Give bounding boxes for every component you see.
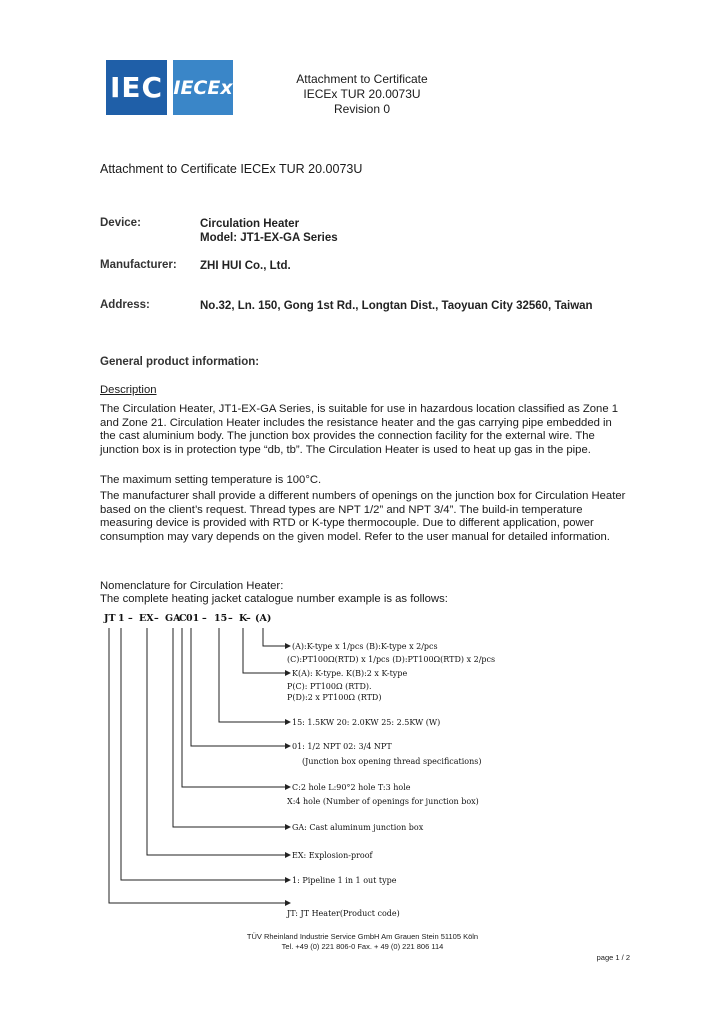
- entry-pipeline: 1: Pipeline 1 in 1 out type: [292, 876, 397, 885]
- nomenclature-subheading: The complete heating jacket catalogue number example is as follows:: [100, 593, 448, 605]
- code-dash: –: [228, 613, 233, 624]
- entry-power: 15: 1.5KW 20: 2.0KW 25: 2.5KW (W): [292, 718, 441, 727]
- code-1: 1: [118, 613, 125, 624]
- code-dash: –: [128, 613, 133, 624]
- entry-openings-line-1: C:2 hole L:90°2 hole T:3 hole: [292, 783, 411, 792]
- footer-address: TÜV Rheinland Industrie Service GmbH Am Grauen Stein 51105 Köln: [246, 932, 479, 941]
- entry-product-code: JT: JT Heater(Product code): [287, 909, 400, 918]
- description-paragraph-3: The manufacturer shall provide a different numbers of openings on the junction box for Circulation Heater based on the client’s request. Thread types are NPT 1/2” and NPT 3/4”. The build-in temperature measuring device is provided with RTD or K-type thermocouple. Due to different application, power consumption may vary depends on the given model. Refer to the user manual for detailed information.: [100, 490, 626, 543]
- address-label: Address:: [100, 299, 150, 311]
- entry-thread-line-2: (Junction box opening thread specifications): [302, 757, 482, 766]
- code-k: K: [239, 613, 248, 624]
- entry-thread-line-1: 01: 1/2 NPT 02: 3/4 NPT: [292, 742, 392, 751]
- entry-openings-line-2: X:4 hole (Number of openings for junction box): [287, 797, 479, 806]
- code-ga: GA: [165, 613, 181, 624]
- entry-junction-box: GA: Cast aluminum junction box: [292, 823, 424, 832]
- footer-contact: Tel. +49 (0) 221 806-0 Fax. + 49 (0) 221 806 114: [281, 942, 444, 951]
- page-title: Attachment to Certificate IECEx TUR 20.0073U: [100, 162, 363, 176]
- device-name: Circulation Heater: [200, 218, 300, 230]
- code-01: 01: [186, 613, 200, 624]
- description-heading: Description: [100, 384, 157, 396]
- entry-sensor-qty-line-2: (C):PT100Ω(RTD) x 1/pcs (D):PT100Ω(RTD) x 2/pcs: [287, 655, 496, 664]
- address-value: No.32, Ln. 150, Gong 1st Rd., Longtan Dist., Taoyuan City 32560, Taiwan: [200, 300, 593, 312]
- header-line-3: Revision 0: [333, 102, 391, 116]
- code-ex: EX: [139, 613, 154, 624]
- header-line-2: IECEx TUR 20.0073U: [303, 87, 421, 101]
- nomenclature-heading: Nomenclature for Circulation Heater:: [100, 580, 284, 592]
- general-info-heading: General product information:: [100, 356, 260, 368]
- device-label: Device:: [100, 217, 141, 229]
- entry-sensor-type-line-1: K(A): K-type. K(B):2 x K-type: [292, 669, 408, 678]
- manufacturer-label: Manufacturer:: [100, 259, 177, 271]
- entry-sensor-qty-line-1: (A):K-type x 1/pcs (B):K-type x 2/pcs: [292, 642, 438, 651]
- page-number: page 1 / 2: [596, 953, 630, 962]
- header-line-1: Attachment to Certificate: [296, 72, 428, 86]
- description-paragraph-2: The maximum setting temperature is 100°C.: [100, 474, 322, 486]
- entry-sensor-type-line-3: P(D):2 x PT100Ω (RTD): [287, 693, 382, 702]
- iec-logo: IEC: [106, 60, 167, 115]
- entry-explosion-proof: EX: Explosion-proof: [292, 851, 373, 860]
- description-paragraph-1: The Circulation Heater, JT1-EX-GA Series, is suitable for use in hazardous location classified as Zone 1 and Zone 21. Circulation Heater includes the resistance heater and the gas carrying pipe embedded in the cast aluminium body. The junction box provides the connection facility for the external wire. The junction box is in protection type “db, tb”. The Circulation Heater is used to heat up gas in the pipe.: [100, 403, 619, 456]
- code-c: C: [179, 613, 187, 624]
- code-a: (A): [255, 613, 272, 624]
- entry-sensor-type-line-2: P(C): PT100Ω (RTD).: [287, 682, 372, 691]
- code-dash: –: [154, 613, 159, 624]
- code-dash: –: [202, 613, 207, 624]
- footer: [0, 932, 725, 952]
- code-jt: JT: [104, 613, 116, 624]
- device-model: Model: JT1-EX-GA Series: [200, 232, 338, 244]
- code-dash: –: [246, 613, 251, 624]
- code-15: 15: [214, 613, 228, 624]
- manufacturer-value: ZHI HUI Co., Ltd.: [200, 260, 291, 272]
- iecex-logo: IECEx: [173, 60, 233, 115]
